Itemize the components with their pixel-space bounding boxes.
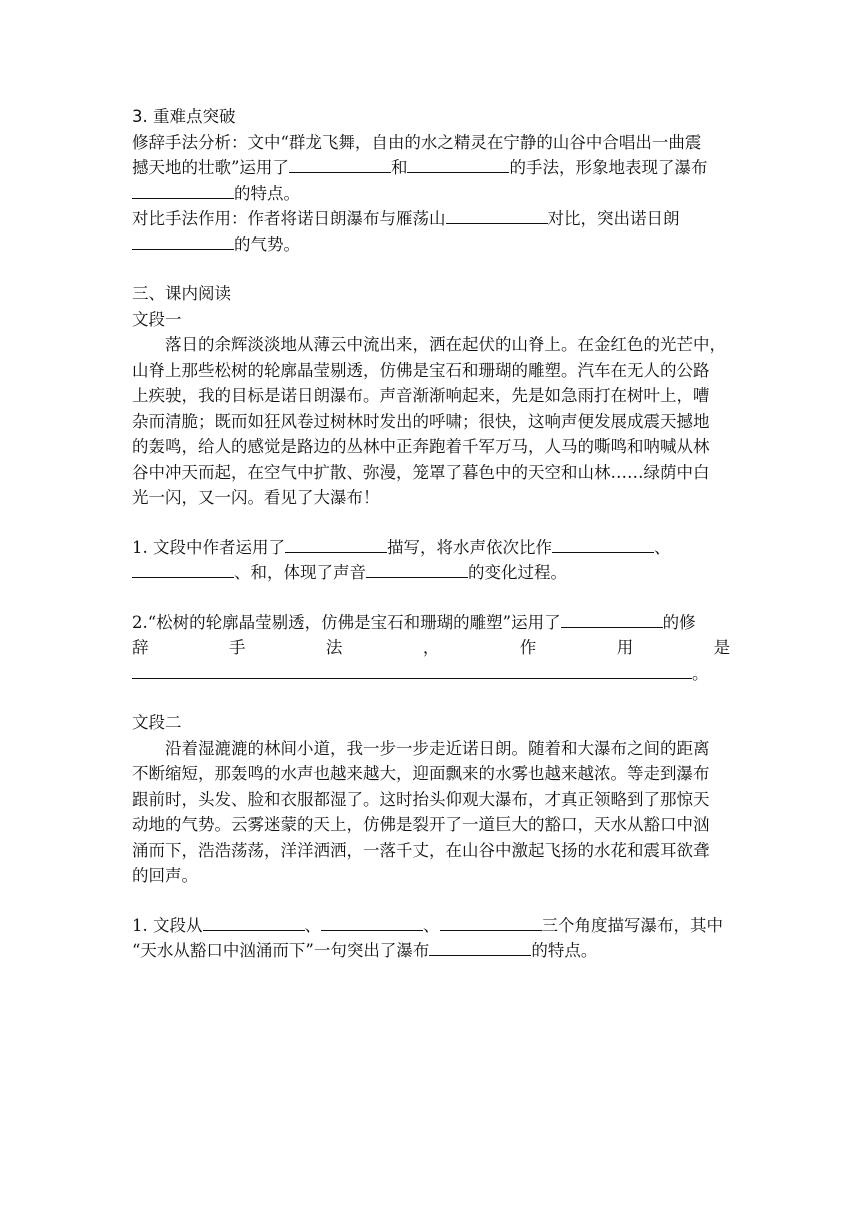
text-segment: 的气势。 (234, 234, 300, 254)
passage-1-question-1-line-2 (132, 560, 730, 586)
text-segment: 描写，将水声依次比作 (387, 537, 552, 557)
text-segment: 撼天地的壮歌”运用了 (132, 158, 289, 177)
passage-2-question-1-line-1 (132, 913, 730, 939)
passage-line: 谷中冲天而起，在空气中扩散、弥漫，笼罩了暮色中的天空和山林……绿荫中白 (132, 462, 710, 482)
passage-2-title: 文段二 (132, 713, 182, 732)
text-segment: 1. 文段从 (132, 915, 203, 935)
answer-blank[interactable] (132, 561, 234, 578)
text-segment: 作 (519, 638, 574, 657)
answer-blank[interactable] (561, 611, 663, 628)
rhetoric-analysis-line-3 (132, 181, 730, 207)
text-segment: 对比，突出诺日朗 (547, 209, 680, 228)
spacer (132, 889, 730, 913)
answer-blank[interactable] (203, 914, 305, 931)
passage-line: 山脊上那些松树的轮廓晶莹剔透，仿佛是宝石和珊瑚的雕塑。汽车在无人的公路 (132, 360, 710, 380)
passage-2-question-1-line-2 (132, 938, 730, 964)
text-segment: 的修 (662, 612, 696, 632)
rhetoric-analysis-line-1: 修辞手法分析：文中“群龙飞舞，自由的水之精灵在宁静的山谷中合唱出一曲震 (132, 132, 702, 152)
answer-blank[interactable] (407, 156, 509, 173)
spacer (132, 586, 730, 610)
passage-1-question-2-line-2 (132, 635, 730, 661)
answer-blank[interactable] (285, 536, 387, 553)
spacer (132, 257, 730, 281)
passage-line: 涌而下，浩浩荡荡，洋洋洒洒，一落千丈，在山谷中激起飞扬的水花和震耳欲聋 (132, 840, 710, 860)
passage-line: 上疾驶，我的目标是诺日朗瀑布。声音渐渐响起来，先是如急雨打在树叶上，嘈 (132, 386, 710, 405)
passage-line: 的回声。 (132, 866, 198, 885)
text-segment: 的特点。 (531, 941, 598, 960)
answer-blank[interactable] (429, 939, 531, 956)
worksheet-page (132, 104, 730, 964)
text-segment: 、 (654, 537, 671, 557)
text-segment: 2.“松树的轮廓晶莹剔透，仿佛是宝石和珊瑚的雕塑”运用了 (132, 612, 561, 632)
answer-blank[interactable] (366, 561, 468, 578)
passage-line: 落日的余辉淡淡地从薄云中流出来，洒在起伏的山脊上。在金红色的光芒中， (165, 335, 726, 354)
text-segment: 手 (228, 638, 284, 657)
contrast-analysis-line-2 (132, 232, 730, 258)
passage-1-body (132, 332, 730, 511)
text-segment: “天水从豁口中汹涌而下”一句突出了瀑布 (132, 941, 430, 960)
passage-line: 不断缩短，那轰鸣的水声也越来越大，迎面飘来的水雾也越来越浓。等走到瀑布 (132, 764, 710, 783)
passage-line: 动地的气势。云雾迷蒙的天上，仿佛是裂开了一道巨大的豁口，天水从豁口中汹 (132, 815, 710, 834)
answer-blank[interactable] (440, 914, 542, 931)
passage-line: 沿着湿漉漉的林间小道，我一步一步走近诺日朗。随着和大瀑布之间的距离 (165, 738, 710, 758)
answer-blank[interactable] (132, 233, 234, 250)
text-segment: 辞 (132, 638, 187, 657)
answer-blank[interactable] (289, 156, 391, 173)
text-segment: 的变化过程。 (468, 563, 567, 582)
answer-blank[interactable] (552, 536, 654, 553)
passage-1-question-1-line-1 (132, 535, 730, 561)
passage-1-question-2-line-1 (132, 610, 730, 636)
passage-line: 光一闪，又一闪。看见了大瀑布！ (132, 488, 380, 507)
text-segment: 对比手法作用：作者将诺日朗瀑布与雁荡山 (132, 209, 446, 228)
contrast-analysis-line-1 (132, 206, 730, 232)
text-segment: 和 (390, 158, 408, 177)
spacer (132, 511, 730, 535)
answer-blank[interactable] (321, 914, 423, 931)
text-segment: 、 (423, 915, 440, 935)
text-segment: 的特点。 (234, 183, 300, 203)
rhetoric-analysis-line-2 (132, 155, 730, 181)
passage-1-question-2-line-3 (132, 661, 730, 687)
answer-blank[interactable] (132, 182, 234, 199)
passage-1-title: 文段一 (132, 309, 182, 329)
passage-2-body (132, 736, 730, 889)
answer-blank[interactable] (132, 662, 692, 679)
text-segment: 三个角度描写瀑布，其中 (541, 915, 723, 935)
text-segment: 、和，体现了声音 (234, 563, 366, 582)
passage-line: 杂而清脆；既而如狂风卷过树林时发出的呼啸；很快，这响声便发展成震天撼地 (132, 411, 710, 431)
answer-blank[interactable] (446, 207, 548, 224)
text-segment: 。 (692, 663, 709, 683)
passage-line: 的轰鸣，给人的感觉是路边的丛林中正奔跑着千军万马，人马的嘶鸣和呐喊从林 (132, 437, 710, 456)
spacer (132, 686, 730, 710)
reading-heading: 三、课内阅读 (132, 284, 231, 303)
text-segment: 、 (304, 915, 321, 935)
passage-line: 跟前时，头发、脸和衣服都湿了。这时抬头仰观大瀑布，才真正领略到了那惊天 (132, 789, 710, 809)
text-segment: 的手法，形象地表现了瀑布 (509, 158, 708, 177)
text-segment: ， (422, 638, 477, 657)
text-segment: 1. 文段中作者运用了 (132, 537, 285, 557)
text-segment: 法 (325, 638, 380, 657)
text-segment: 是 (713, 638, 731, 657)
section-title: 3. 重难点突破 (132, 107, 236, 126)
text-segment: 用 (616, 638, 671, 657)
